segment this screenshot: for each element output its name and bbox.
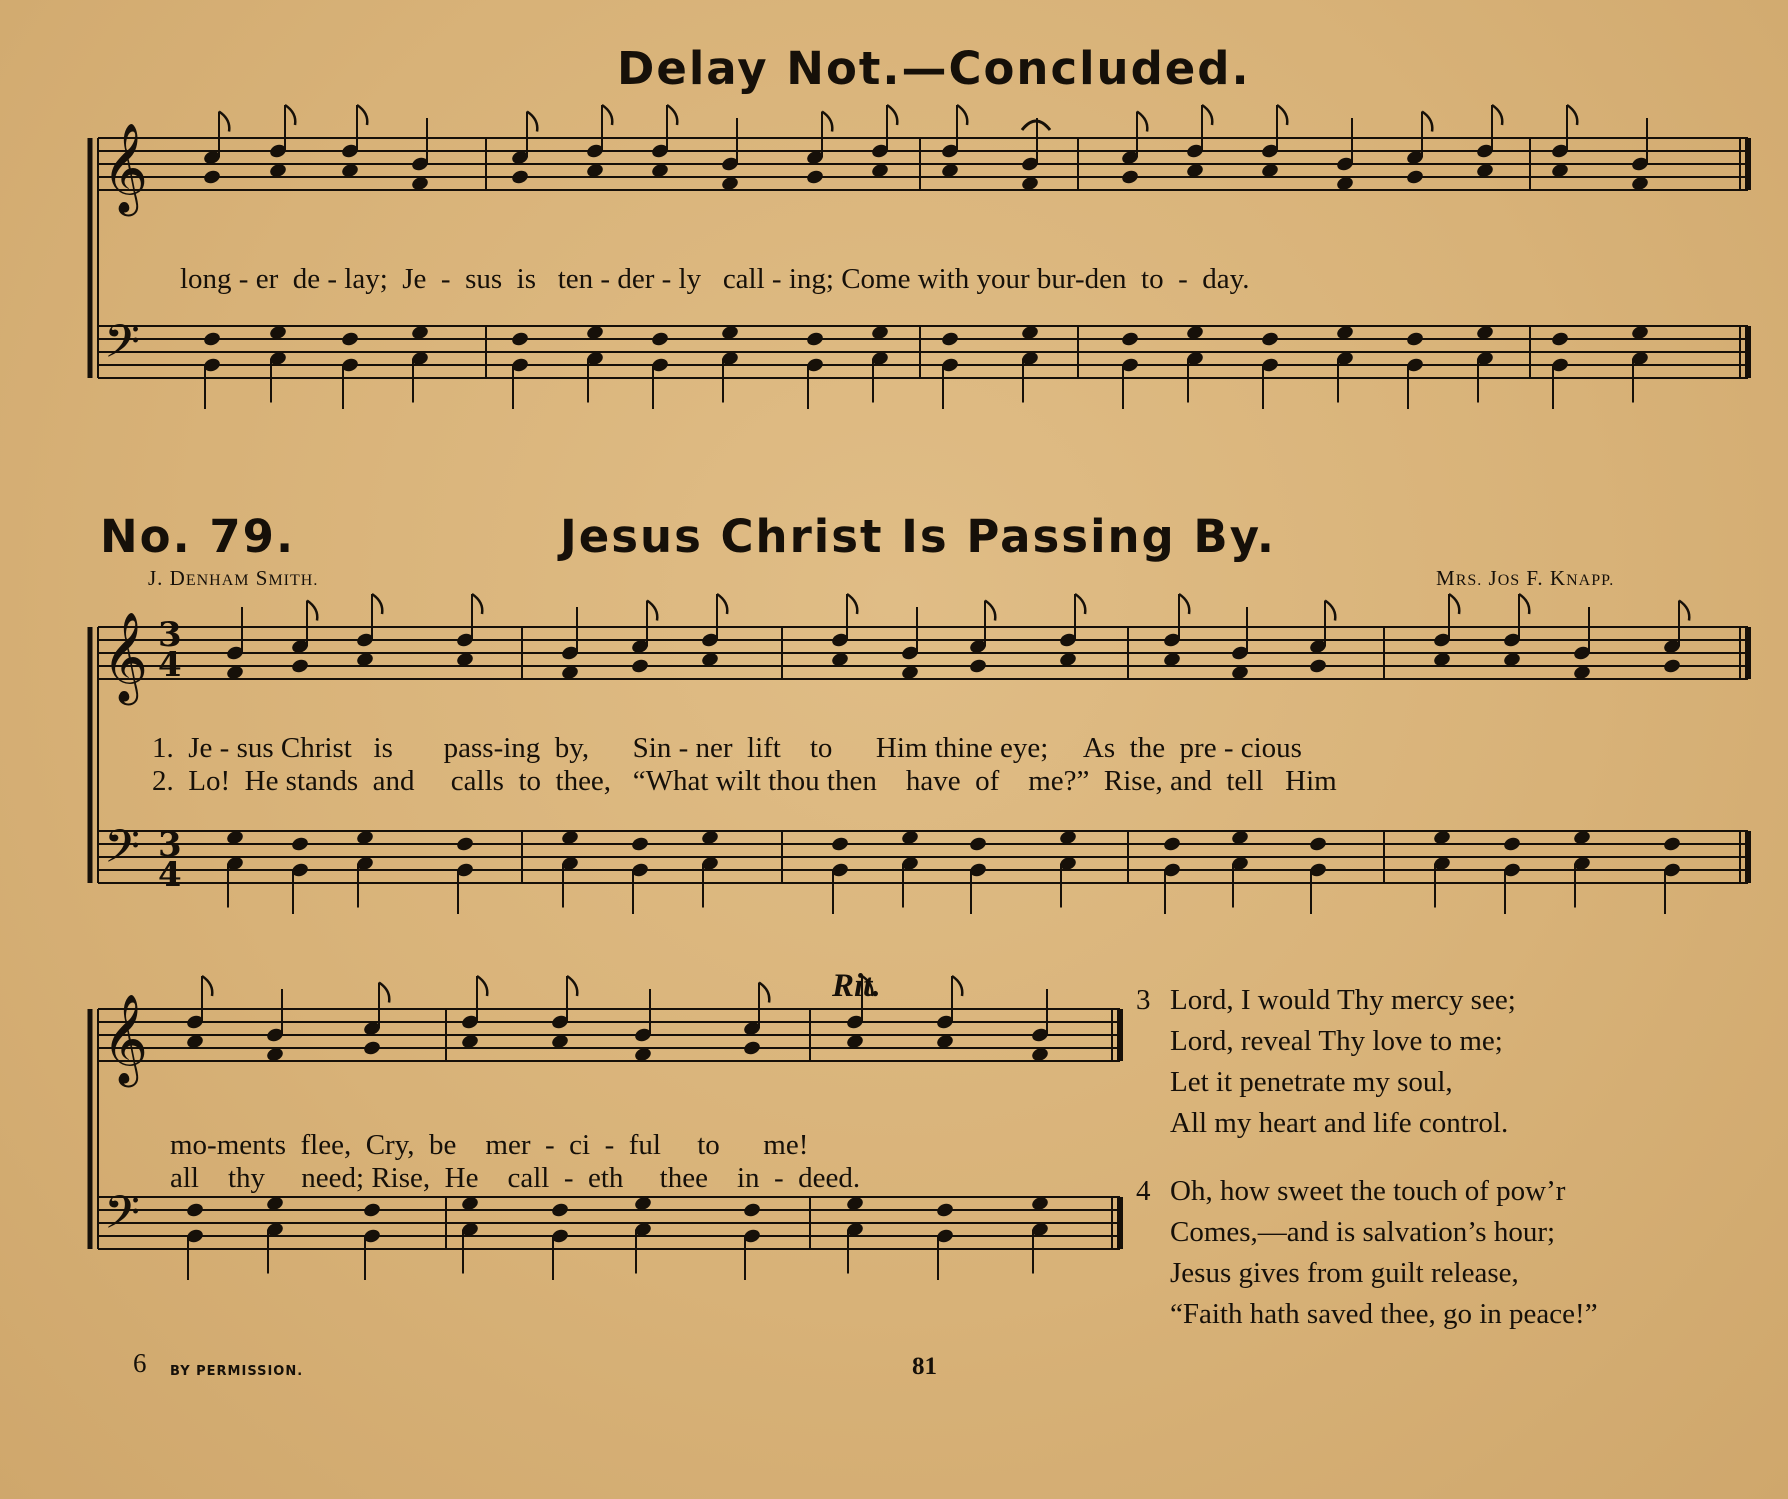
note-flag <box>1277 105 1287 125</box>
note-head <box>1405 331 1424 348</box>
continued-title: Delay Not.—Concluded. <box>617 42 1251 95</box>
note-head <box>1260 331 1279 348</box>
note-flag <box>357 105 367 125</box>
note-head <box>202 331 221 348</box>
note-head <box>362 1202 381 1219</box>
note-flag <box>759 983 769 1003</box>
note-head <box>1308 836 1327 853</box>
note-head <box>830 836 849 853</box>
note-head <box>1662 836 1681 853</box>
note-flag <box>567 976 577 996</box>
note-flag <box>1137 112 1147 132</box>
note-flag <box>1492 105 1502 125</box>
note-flag <box>647 601 657 621</box>
bass-clef-icon: 𝄢 <box>104 1186 141 1251</box>
note-head <box>935 1202 954 1219</box>
note-head <box>1120 169 1139 186</box>
note-flag <box>985 601 995 621</box>
note-flag <box>285 105 295 125</box>
note-head <box>510 169 529 186</box>
note-flag <box>1679 601 1689 621</box>
page-number: 81 <box>912 1353 937 1380</box>
treble-clef-icon: 𝄞 <box>102 123 149 213</box>
time-signature-treble: 3 4 <box>158 615 182 685</box>
note-flag <box>1567 105 1577 125</box>
note-head <box>1120 331 1139 348</box>
note-flag <box>667 105 677 125</box>
verse4-number: 4 <box>1136 1175 1151 1207</box>
note-head <box>1162 836 1181 853</box>
note-flag <box>527 112 537 132</box>
composer-credit: MRS. JOS F. KNAPP. <box>1436 566 1615 590</box>
note-flag <box>372 594 382 614</box>
note-head <box>1308 658 1327 675</box>
note-head <box>630 836 649 853</box>
note-flag <box>1202 105 1212 125</box>
note-head <box>185 1202 204 1219</box>
note-flag <box>887 105 897 125</box>
note-head <box>290 658 309 675</box>
note-flag <box>202 976 212 996</box>
verse4: Oh, how sweet the touch of pow’r Comes,—and is salvation’s hour; Jesus gives from guilt release, “Faith hath saved thee, go in peace!” <box>1170 1175 1598 1330</box>
note-flag <box>472 594 482 614</box>
note-flag <box>1179 594 1189 614</box>
note-head <box>805 169 824 186</box>
note-flag <box>1325 601 1335 621</box>
note-head <box>510 331 529 348</box>
verse3: Lord, I would Thy mercy see; Lord, reveal Thy love to me; Let it penetrate my soul, All my heart and life control. <box>1170 984 1516 1139</box>
note-flag <box>847 594 857 614</box>
bass-clef-icon: 𝄢 <box>104 315 141 380</box>
hymn-title: Jesus Christ Is Passing By. <box>560 510 1277 563</box>
author-credit: J. DENHAM SMITH. <box>148 566 319 590</box>
verse3-number: 3 <box>1136 984 1151 1016</box>
note-head <box>1405 169 1424 186</box>
note-head <box>340 331 359 348</box>
note-flag <box>379 983 389 1003</box>
note-flag <box>1422 112 1432 132</box>
system1-verse1: 1. Je - sus Christ is pass-ing by, Sin - ner lift to Him thine eye; As the pre - cious <box>152 732 1302 764</box>
note-head <box>1662 658 1681 675</box>
note-head <box>1550 331 1569 348</box>
note-head <box>202 169 221 186</box>
note-flag <box>1519 594 1529 614</box>
note-flag <box>952 976 962 996</box>
note-flag <box>307 601 317 621</box>
treble-clef-icon: 𝄞 <box>102 994 149 1084</box>
note-flag <box>1449 594 1459 614</box>
system1-verse2: 2. Lo! He stands and calls to thee, “What wilt thou then have of me?” Rise, and tell Him <box>152 765 1337 797</box>
hymn-number: No. 79. <box>100 510 296 563</box>
note-flag <box>1075 594 1085 614</box>
note-head <box>1502 836 1521 853</box>
note-flag <box>219 112 229 132</box>
footer-mark: 6 <box>133 1348 147 1378</box>
permission-note: BY PERMISSION. <box>170 1364 304 1379</box>
note-head <box>550 1202 569 1219</box>
note-head <box>805 331 824 348</box>
note-head <box>455 836 474 853</box>
note-flag <box>717 594 727 614</box>
note-head <box>650 331 669 348</box>
bass-clef-icon: 𝄢 <box>104 820 141 885</box>
note-flag <box>477 976 487 996</box>
note-head <box>630 658 649 675</box>
system2-verse1: mo-ments flee, Cry, be mer - ci - ful to me! <box>170 1129 809 1161</box>
system2-verse2: all thy need; Rise, He call - eth thee in - deed. <box>170 1162 861 1194</box>
treble-clef-icon: 𝄞 <box>102 612 149 702</box>
note-flag <box>602 105 612 125</box>
tempo-mark: Rit. <box>832 968 881 1004</box>
note-head <box>968 836 987 853</box>
note-flag <box>957 105 967 125</box>
note-head <box>362 1040 381 1057</box>
time-signature-bass: 3 4 <box>158 825 182 895</box>
note-head <box>742 1040 761 1057</box>
note-head <box>742 1202 761 1219</box>
note-head <box>290 836 309 853</box>
note-flag <box>822 112 832 132</box>
note-head <box>940 331 959 348</box>
note-head <box>968 658 987 675</box>
top-lyrics: long - er de - lay; Je - sus is ten - der - ly call - ing; Come with your bur-den to - day. <box>180 263 1250 295</box>
